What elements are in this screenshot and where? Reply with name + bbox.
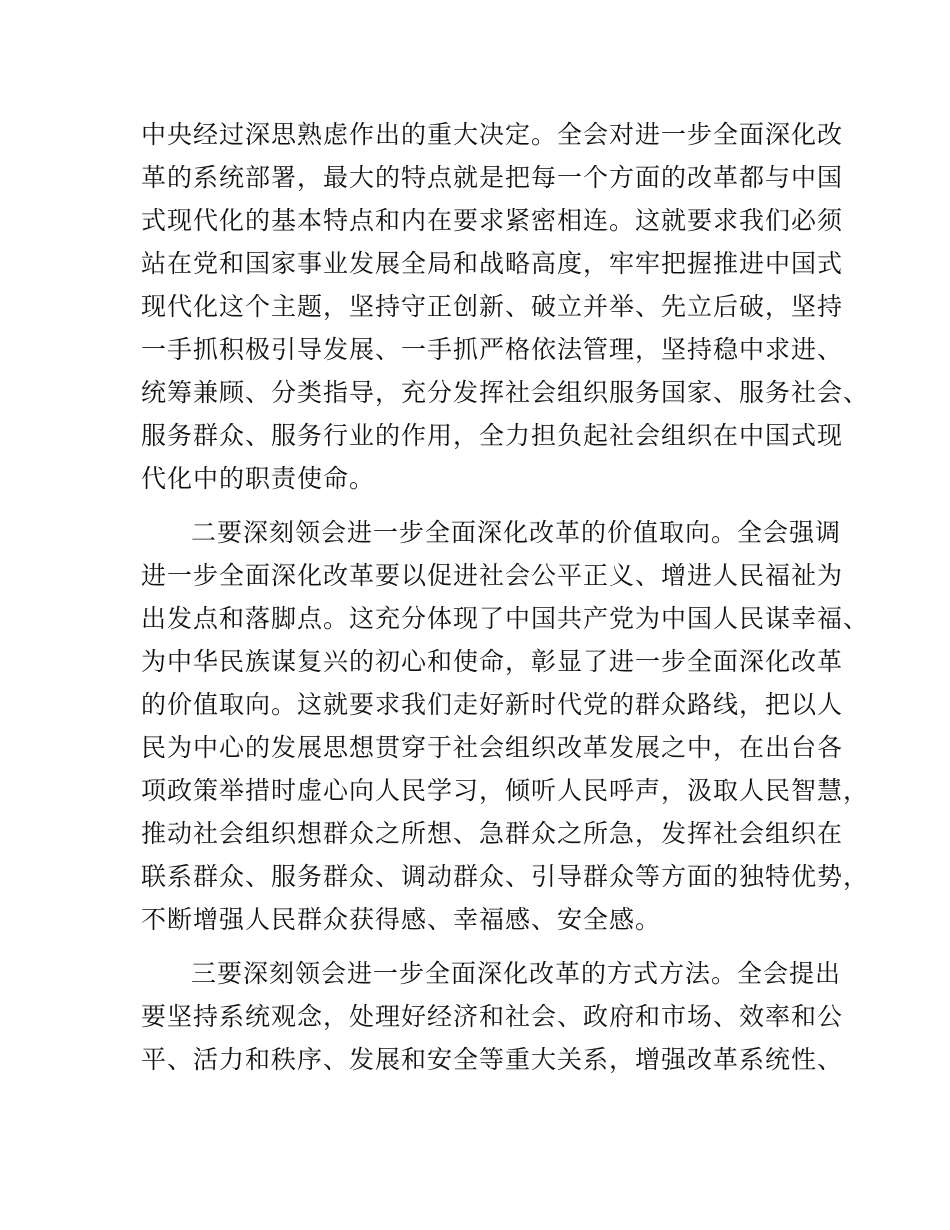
text-line: 统筹兼顾、分类指导，充分发挥社会组织服务国家、服务社会、 [141,378,870,407]
paragraph-3 [141,952,844,1081]
text-line: 代化中的职责使命。 [141,464,376,493]
paragraph-2 [141,511,870,941]
text-line-first-indented: 二要深刻领会进一步全面深化改革的价值取向。全会强调 [191,518,842,547]
text-line: 推动社会组织想群众之所想、急群众之所急，发挥社会组织在 [141,819,844,848]
text-line: 出发点和落脚点。这充分体现了中国共产党为中国人民谋幸福、 [141,604,870,633]
paragraph-spacer [141,941,831,952]
text-line: 进一步全面深化改革要以促进社会公平正义、增进人民福祉为 [141,561,844,590]
text-line: 为中华民族谋复兴的初心和使命，彰显了进一步全面深化改革 [141,647,844,676]
text-line: 项政策举措时虚心向人民学习，倾听人民呼声，汲取人民智慧， [141,776,870,805]
text-line: 一手抓积极引导发展、一手抓严格依法管理，坚持稳中求进、 [141,335,844,364]
text-line: 要坚持系统观念，处理好经济和社会、政府和市场、效率和公 [141,1002,844,1031]
paragraph-1 [141,113,870,500]
text-line: 革的系统部署，最大的特点就是把每一个方面的改革都与中国 [141,163,844,192]
text-line: 式现代化的基本特点和内在要求紧密相连。这就要求我们必须 [141,206,844,235]
text-line: 中央经过深思熟虑作出的重大决定。全会对进一步全面深化改 [141,120,844,149]
text-line: 服务群众、服务行业的作用，全力担负起社会组织在中国式现 [141,421,844,450]
text-line: 的价值取向。这就要求我们走好新时代党的群众路线，把以人 [141,690,844,719]
text-line: 不断增强人民群众获得感、幸福感、安全感。 [141,905,662,934]
text-line: 联系群众、服务群众、调动群众、引导群众等方面的独特优势， [141,862,870,891]
text-line: 站在党和国家事业发展全局和战略高度，牢牢把握推进中国式 [141,249,844,278]
text-line: 平、活力和秩序、发展和安全等重大关系，增强改革系统性、 [141,1045,844,1074]
text-line: 现代化这个主题，坚持守正创新、破立并举、先立后破，坚持 [141,292,844,321]
text-line-first-indented: 三要深刻领会进一步全面深化改革的方式方法。全会提出 [191,959,842,988]
text-line: 民为中心的发展思想贯穿于社会组织改革发展之中，在出台各 [141,733,844,762]
paragraph-spacer [141,500,831,511]
document-body [141,113,870,1081]
